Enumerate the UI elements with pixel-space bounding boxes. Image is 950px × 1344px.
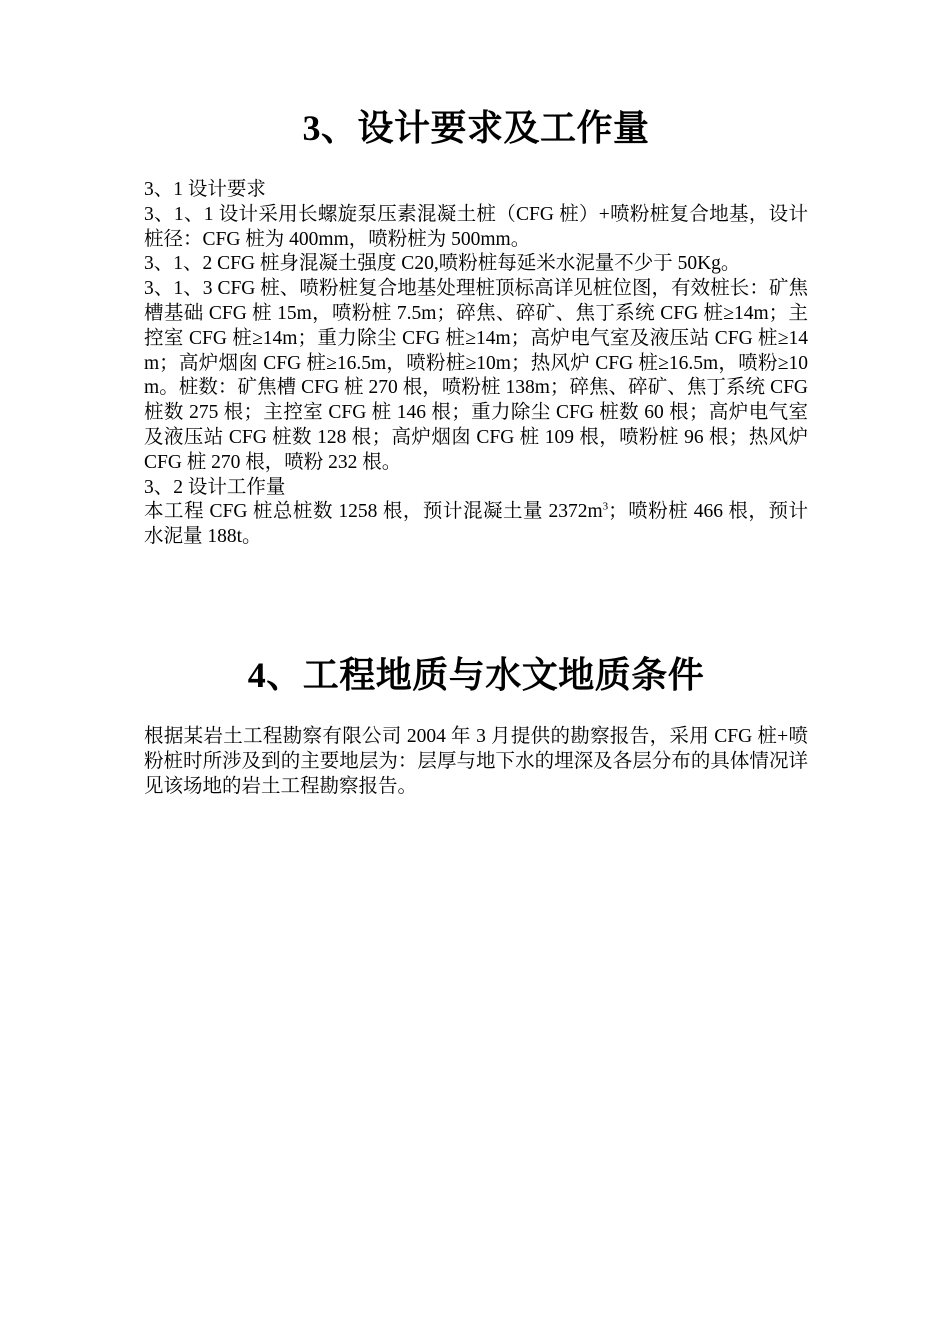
paragraph-3-1-2: 3、1、2 CFG 桩身混凝土强度 C20,喷粉桩每延米水泥量不少于 50Kg。 xyxy=(144,253,741,275)
section-4-heading: 4、工程地质与水文地质条件 xyxy=(247,654,705,695)
section-3-2-title: 3、2 设计工作量 xyxy=(144,476,286,498)
cubic-superscript: 3 xyxy=(602,500,609,513)
paragraph-3-1-3: 3、1、3 CFG 桩、喷粉桩复合地基处理桩顶标高详见桩位图，有效桩长：矿焦槽基础 CFG 桩 15m，喷粉桩 7.5m；碎焦、碎矿、焦丁系统 CFG 桩≥14m；主控室 CFG 桩≥14m；重力除尘 CFG 桩≥14m；高炉电气室及液压站 CFG 桩≥14m；高炉烟囱 CFG 桩≥16.5m，喷粉桩≥10m；热风炉 CFG 桩≥16.5m，喷粉≥10m。桩数：矿焦槽 CFG 桩 270 根，喷粉桩 138m；碎焦、碎矿、焦丁系统 CFG 桩数 275 根；主控室 CFG 桩 146 根；重力除尘 CFG 桩数 60 根；高炉电气室及液压站 CFG 桩数 128 根；高炉烟囱 CFG 桩 109 根，喷粉桩 96 根；热风炉 CFG 桩 270 根，喷粉 232 根。 xyxy=(144,278,808,473)
section-3-1-title: 3、1 设计要求 xyxy=(144,179,266,200)
paragraph-3-2-text-b: ；喷粉桩 466 根，预计水泥量 188t。 xyxy=(144,501,808,548)
paragraph-3-2 xyxy=(144,500,808,550)
paragraph-4: 根据某岩土工程勘察有限公司 2004 年 3 月提供的勘察报告，采用 CFG 桩+喷粉桩时所涉及到的主要地层为：层厚与地下水的埋深及各层分布的具体情况详见该场地的岩土工程勘察报告。 xyxy=(144,725,808,797)
paragraph-3-2-text-a: 本工程 CFG 桩总桩数 1258 根，预计混凝土量 2372m xyxy=(144,501,603,523)
page-content xyxy=(144,100,808,799)
section-3-heading: 3、设计要求及工作量 xyxy=(302,108,650,148)
paragraph-3-1-1: 3、1、1 设计采用长螺旋泵压素混凝土桩（CFG 桩）+喷粉桩复合地基，设计桩径：CFG 桩为 400mm，喷粉桩为 500mm。 xyxy=(144,203,808,250)
